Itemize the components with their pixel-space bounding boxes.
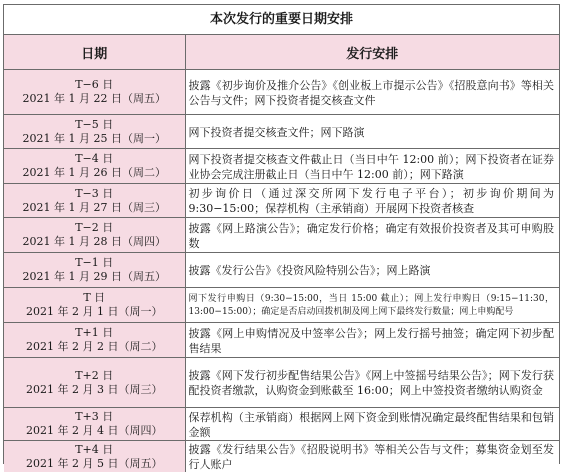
day-label: T−6 日 (4, 78, 185, 92)
plan-cell: 保荐机构（主承销商）根据网上网下资金到账情况确定最终配售结果和包销金额 (185, 408, 559, 441)
table-row (4, 358, 559, 408)
date-cell (4, 253, 185, 288)
calendar-date: 2021 年 1 月 28 日（周四） (4, 235, 185, 249)
header-row (4, 35, 559, 70)
day-label: T+4 日 (4, 443, 185, 457)
plan-cell: 披露《网上路演公告》；确定发行价格；确定有效报价投资者及其可申购股数 (185, 218, 559, 253)
plan-cell: 网下投资者提交核查文件；网下路演 (185, 115, 559, 149)
table-row (4, 184, 559, 218)
plan-cell: 披露《网上申购情况及中签率公告》；网上发行摇号抽签；确定网下初步配售结果 (185, 323, 559, 358)
day-label: T+3 日 (4, 410, 185, 424)
day-label: T+1 日 (4, 326, 185, 340)
schedule-table-frame (3, 4, 560, 464)
calendar-date: 2021 年 2 月 4 日（周四） (4, 424, 185, 438)
date-cell (4, 288, 185, 323)
calendar-date: 2021 年 1 月 26 日（周二） (4, 166, 185, 180)
day-label: T−2 日 (4, 221, 185, 235)
day-label: T−5 日 (4, 118, 185, 132)
date-cell (4, 184, 185, 218)
table-row (4, 441, 559, 472)
plan-cell: 披露《网下发行初步配售结果公告》《网上中签摇号结果公告》；网下发行获配投资者缴款，认购资金到账截至 16:00；网上中签投资者缴纳认购资金 (185, 358, 559, 408)
table-title: 本次发行的重要日期安排 (4, 5, 559, 35)
day-label: T−1 日 (4, 256, 185, 270)
table-row (4, 149, 559, 184)
date-cell (4, 358, 185, 408)
calendar-date: 2021 年 1 月 27 日（周三） (4, 201, 185, 215)
plan-cell: 披露《发行结果公告》《招股说明书》等相关公告与文件；募集资金划至发行人账户 (185, 441, 559, 472)
plan-cell: 披露《发行公告》《投资风险特别公告》；网上路演 (185, 253, 559, 288)
table-row (4, 323, 559, 358)
calendar-date: 2021 年 2 月 3 日（周三） (4, 383, 185, 397)
calendar-date: 2021 年 1 月 29 日（周五） (4, 270, 185, 284)
table-row (4, 115, 559, 149)
day-label: T−4 日 (4, 152, 185, 166)
table-row (4, 70, 559, 115)
date-cell (4, 408, 185, 441)
date-cell (4, 441, 185, 472)
date-cell (4, 323, 185, 358)
table-row (4, 408, 559, 441)
calendar-date: 2021 年 1 月 22 日（周五） (4, 92, 185, 106)
schedule-table (4, 35, 559, 472)
day-label: T 日 (4, 291, 185, 305)
header-date: 日期 (4, 35, 185, 70)
day-label: T+2 日 (4, 369, 185, 383)
table-row (4, 288, 559, 323)
calendar-date: 2021 年 2 月 1 日（周一） (4, 305, 185, 319)
day-label: T−3 日 (4, 187, 185, 201)
date-cell (4, 115, 185, 149)
date-cell (4, 70, 185, 115)
calendar-date: 2021 年 2 月 5 日（周五） (4, 457, 185, 471)
date-cell (4, 149, 185, 184)
header-plan: 发行安排 (185, 35, 559, 70)
calendar-date: 2021 年 2 月 2 日（周二） (4, 340, 185, 354)
calendar-date: 2021 年 1 月 25 日（周一） (4, 132, 185, 146)
plan-cell: 初步询价日（通过深交所网下发行电子平台）；初步询价期间为 9:30−15:00；保荐机构（主承销商）开展网下投资者核查 (185, 184, 559, 218)
plan-cell: 网下发行申购日（9:30−15:00，当日 15:00 截止）；网上发行申购日（9:15−11:30，13:00−15:00）；确定是否启动回拨机制及网上网下最终发行数量；网上申购配号 (185, 288, 559, 323)
plan-cell: 网下投资者提交核查文件截止日（当日中午 12:00 前）；网下投资者在证券业协会完成注册截止日（当日中午 12:00 前）；网下路演 (185, 149, 559, 184)
table-row (4, 218, 559, 253)
table-row (4, 253, 559, 288)
plan-cell: 披露《初步询价及推介公告》《创业板上市提示公告》《招股意向书》等相关公告与文件；网下投资者提交核查文件 (185, 70, 559, 115)
date-cell (4, 218, 185, 253)
